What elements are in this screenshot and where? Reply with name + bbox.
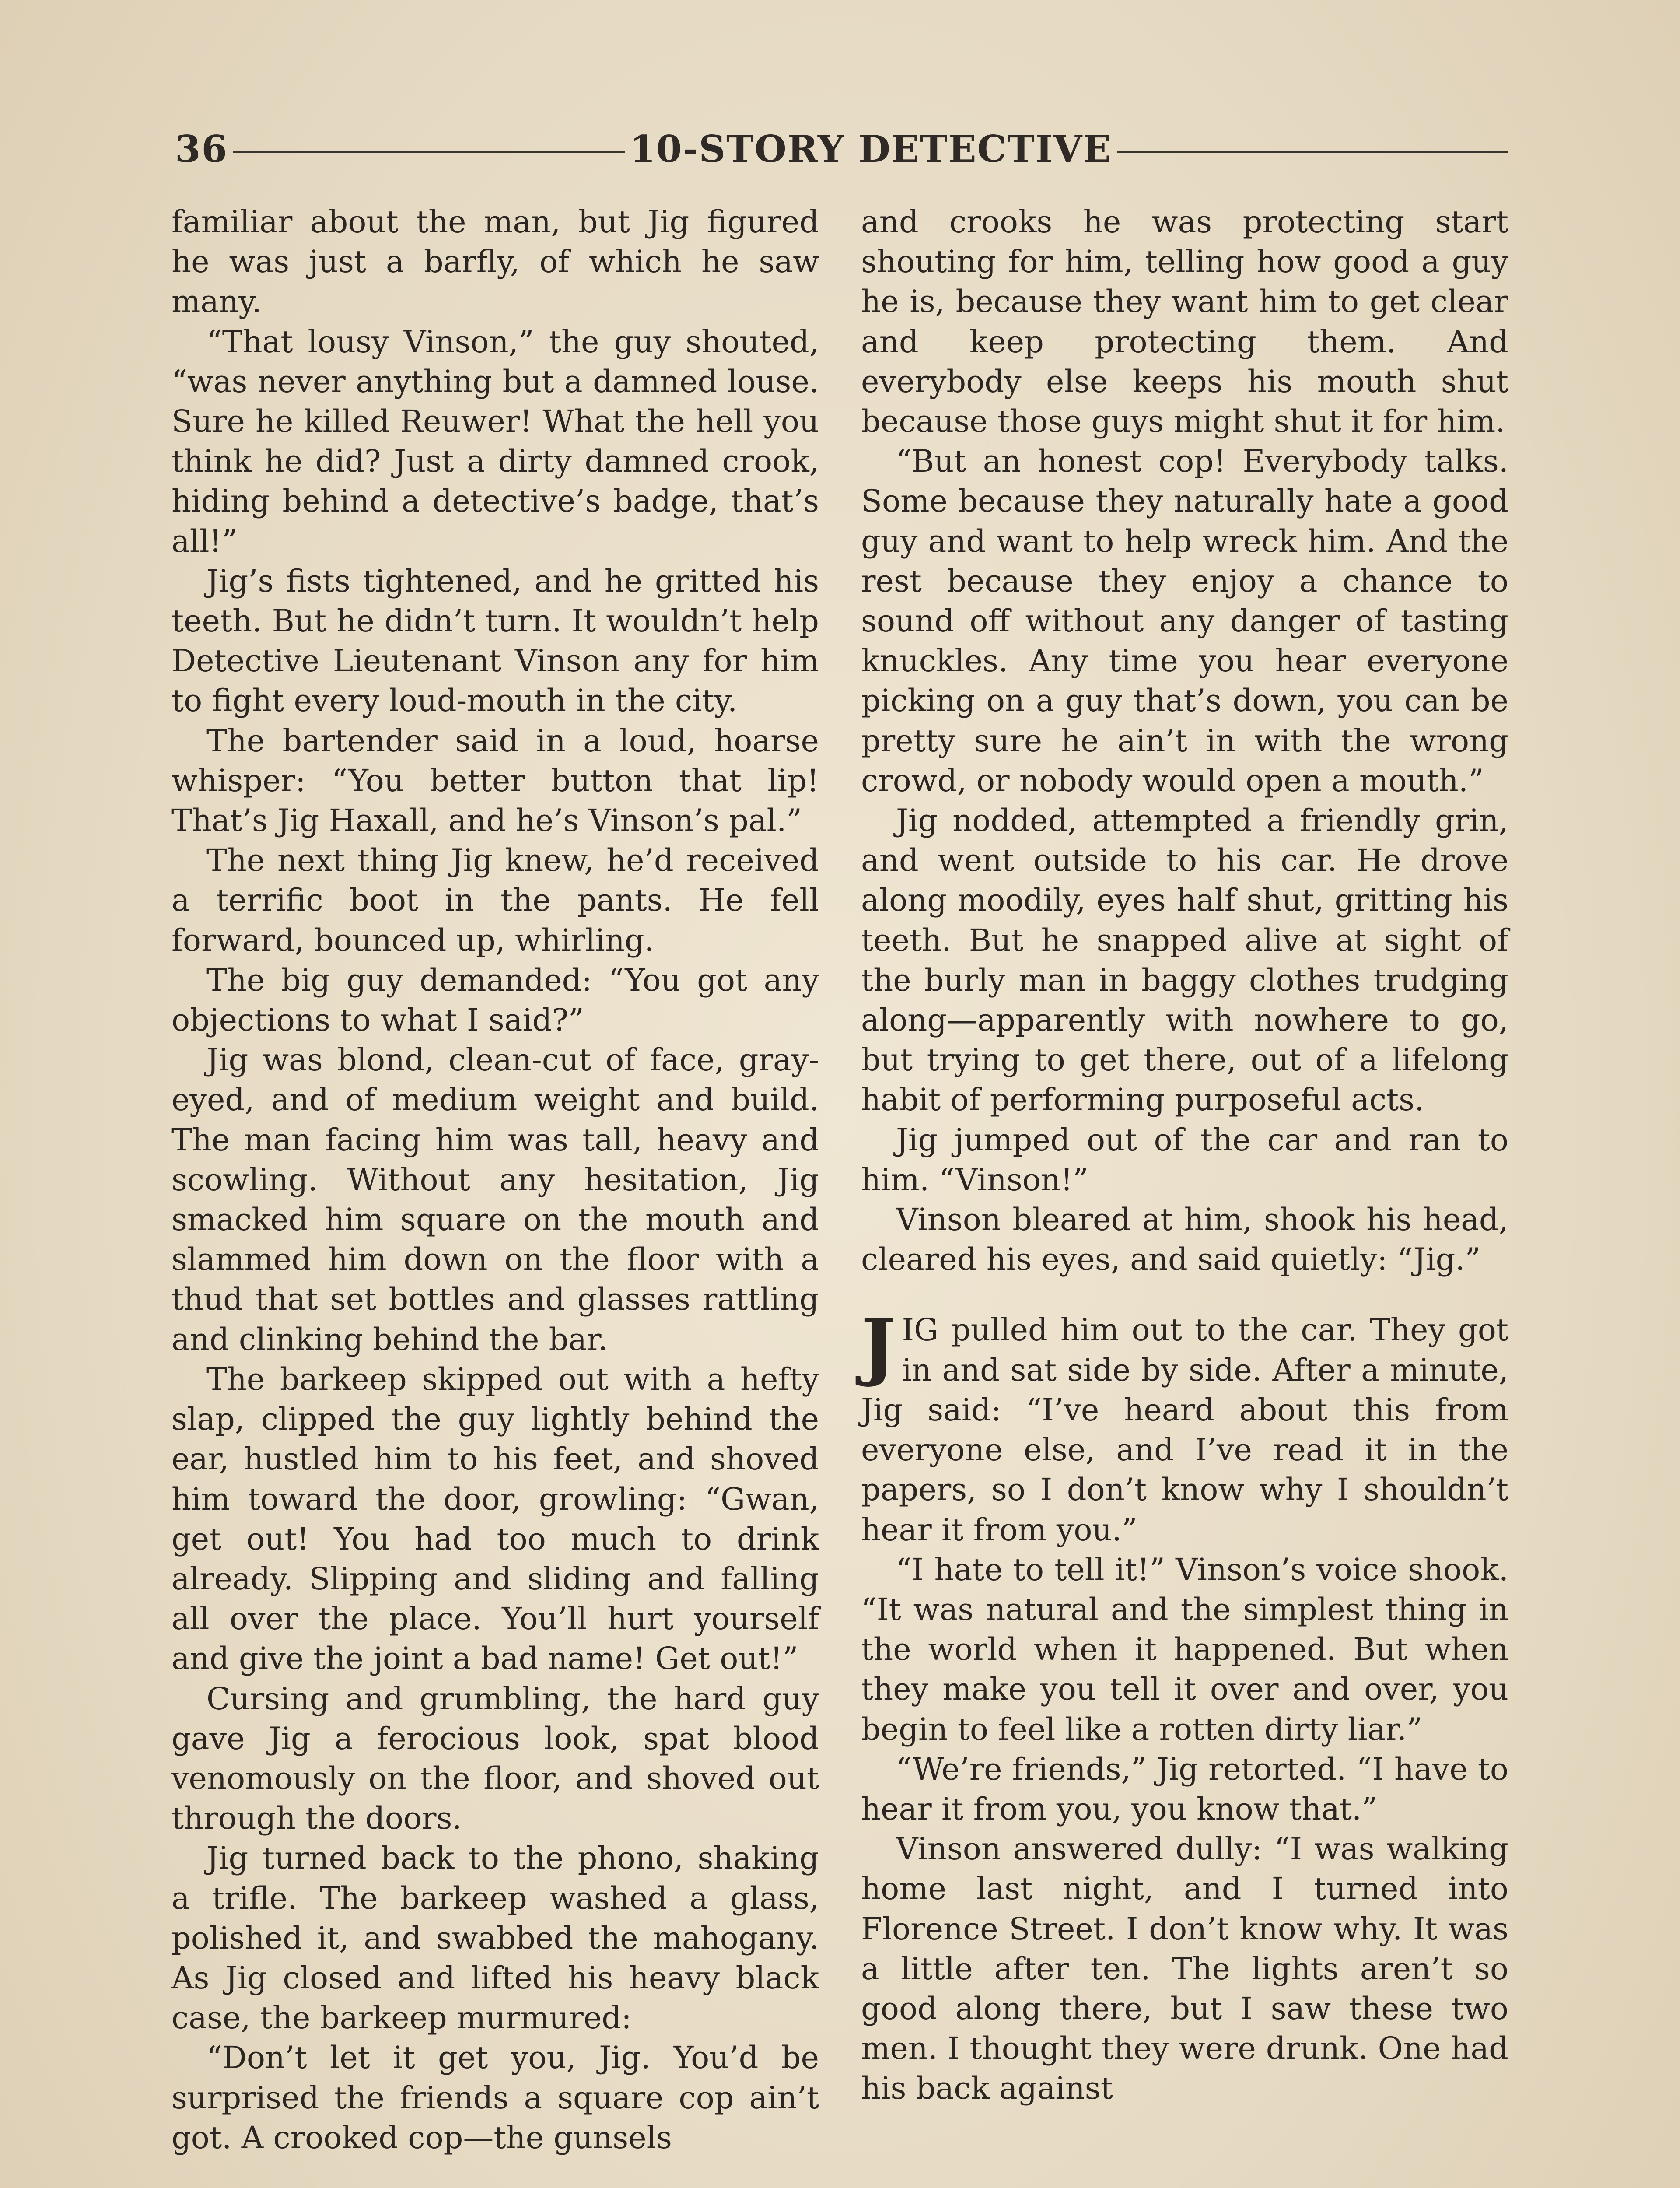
magazine-title: 10-STORY DETECTIVE	[630, 127, 1112, 171]
page-number: 36	[175, 127, 228, 171]
story-paragraph: “We’re friends,” Jig retorted. “I have to hear it from you, you know that.”	[861, 1751, 1508, 1827]
story-paragraph: “That lousy Vinson,” the guy shouted, “was never anything but a damned louse. Sure he killed Reuwer! What the hell you think he did? Just a dirty damned crook, hiding behind a detective’s badge, that’s all!”	[172, 323, 819, 559]
header-rule-left	[233, 151, 625, 153]
right-column	[861, 202, 1508, 2109]
story-paragraph: Jig was blond, clean-cut of face, gray-eyed, and of medium weight and build. The man facing him was tall, heavy and scowling. Without any hesitation, Jig smacked him square on the mouth and slammed him down on the floor with a thud that set bottles and glasses rattling and clinking behind the bar.	[172, 1042, 819, 1357]
story-paragraph: familiar about the man, but Jig figured he was just a barfly, of which he saw many.	[172, 204, 819, 320]
drop-cap-paragraph-text: IG pulled him out to the car. They got in and sat side by side. After a minute, Jig said: “I’ve heard about this from everyone else, and I’ve read it in the papers, so I don’t know why I shouldn’t hear it from you.”	[861, 1312, 1508, 1548]
story-paragraph: “But an honest cop! Everybody talks. Some because they naturally hate a good guy and want to help wreck him. And the rest because they enjoy a chance to sound off without any danger of tasting knuckles. Any time you hear everyone picking on a guy that’s down, you can be pretty sure he ain’t in with the wrong crowd, or nobody would open a mouth.”	[861, 443, 1508, 799]
header-rule-right	[1117, 151, 1508, 153]
story-paragraph: Cursing and grumbling, the hard guy gave Jig a ferocious look, spat blood venomously on the floor, and shoved out through the doors.	[172, 1680, 819, 1837]
story-paragraph: Jig jumped out of the car and ran to him. “Vinson!”	[861, 1122, 1508, 1198]
story-paragraph: Jig nodded, attempted a friendly grin, and went outside to his car. He drove along moodily, eyes half shut, gritting his teeth. But he snapped alive at sight of the burly man in baggy clothes trudging along—apparently with nowhere to go, but trying to get there, out of a lifelong habit of performing purposeful acts.	[861, 803, 1508, 1118]
story-paragraph: Vinson answered dully: “I was walking home last night, and I turned into Florence Street. I don’t know why. It was a little after ten. The lights aren’t so good along there, but I saw these two men. I thought they were drunk. One had his back against	[861, 1831, 1508, 2107]
story-paragraph: The bartender said in a loud, hoarse whisper: “You better button that lip! That’s Jig Haxall, and he’s Vinson’s pal.”	[172, 722, 819, 839]
story-paragraph: “Don’t let it get you, Jig. You’d be surprised the friends a square cop ain’t got. A crooked cop—the gunsels	[172, 2040, 819, 2156]
drop-cap: J	[861, 1302, 896, 1389]
running-header	[175, 125, 1514, 173]
story-paragraph: The barkeep skipped out with a hefty slap, clipped the guy lightly behind the ear, hustled him to his feet, and shoved him toward the door, growling: “Gwan, get out! You had too much to drink already. Slipping and sliding and falling all over the place. You’ll hurt yourself and give the joint a bad name! Get out!”	[172, 1361, 819, 1677]
story-paragraph: The next thing Jig knew, he’d received a terrific boot in the pants. He fell forward, bounced up, whirling.	[172, 842, 819, 958]
story-paragraph: and crooks he was protecting start shouting for him, telling how good a guy he is, because they want him to get clear and keep protecting them. And everybody else keeps his mouth shut because those guys might shut it for him.	[861, 204, 1508, 440]
story-paragraph: “I hate to tell it!” Vinson’s voice shook. “It was natural and the simplest thing in the world when it happened. But when they make you tell it over and over, you begin to feel like a rotten dirty liar.”	[861, 1551, 1508, 1747]
left-column	[172, 202, 819, 2158]
section-opening-paragraph	[861, 1302, 1508, 1550]
story-paragraph: The big guy demanded: “You got any objections to what I said?”	[172, 962, 819, 1038]
story-paragraph: Jig’s fists tightened, and he gritted his teeth. But he didn’t turn. It wouldn’t help Detective Lieutenant Vinson any for him to fight every loud-mouth in the city.	[172, 563, 819, 719]
story-paragraph: Jig turned back to the phono, shaking a trifle. The barkeep washed a glass, polished it, and swabbed the mahogany. As Jig closed and lifted his heavy black case, the barkeep murmured:	[172, 1840, 819, 2036]
story-paragraph: Vinson bleared at him, shook his head, cleared his eyes, and said quietly: “Jig.”	[861, 1202, 1508, 1278]
